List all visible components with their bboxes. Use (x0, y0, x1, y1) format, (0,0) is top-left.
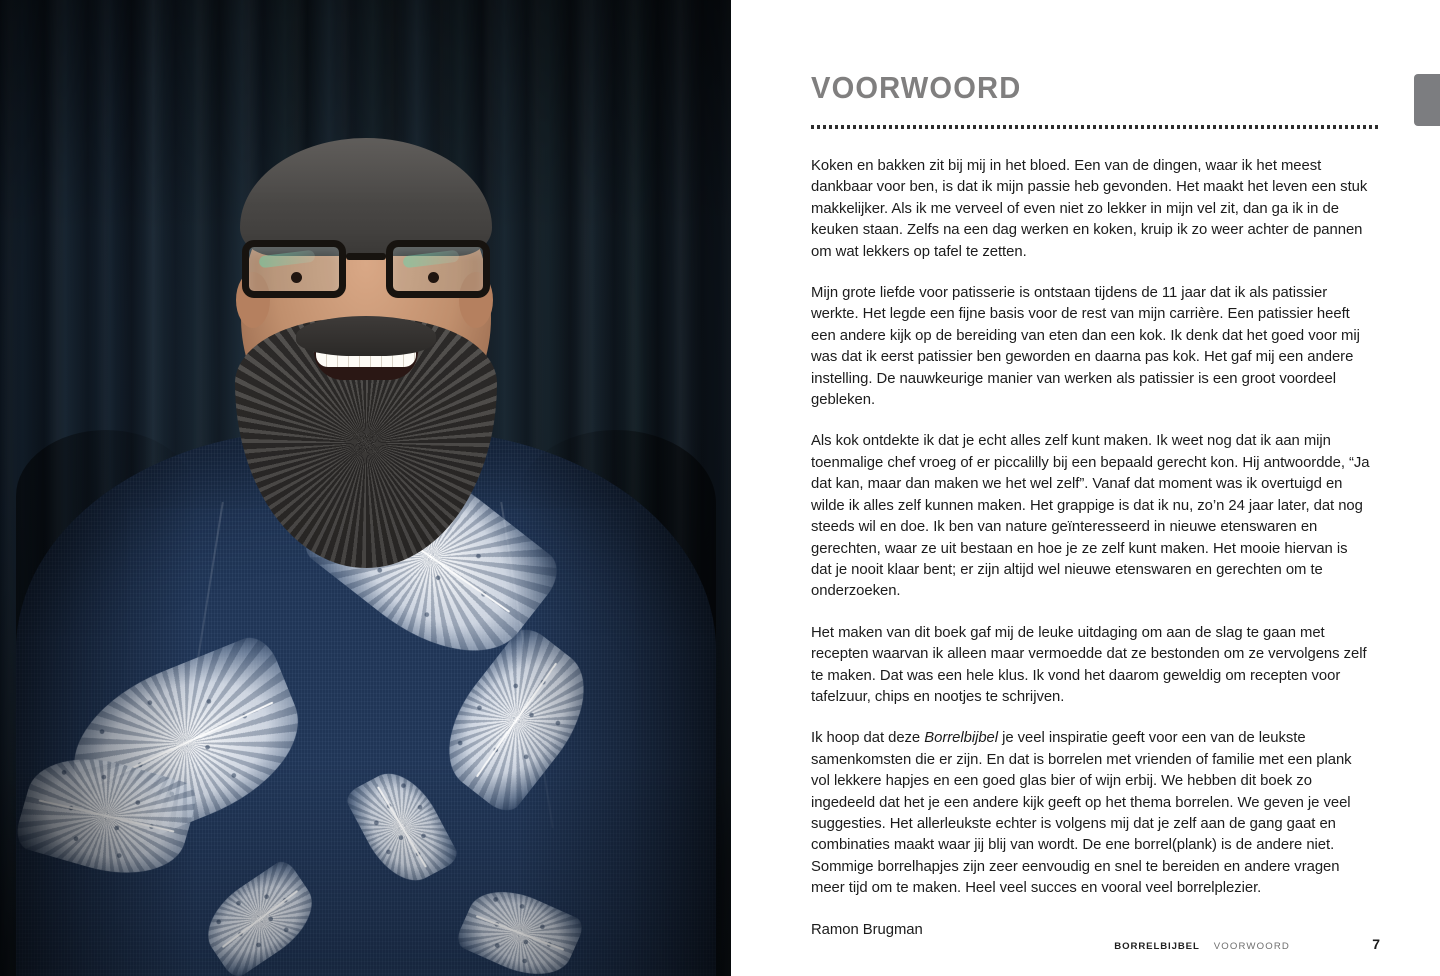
text-after-title: je veel inspiratie geeft voor een van de leukste samenkomsten die er zijn. En dat is borrelen met vrienden of familie met een plank vol lekkere hapjes en een goed glas bier of wijn erbij. We hebben dit boek zo ingedeeld dat het je een andere kijk geeft op het thema borrelen. We geven je veel suggesties. Het allerleukste echter is volgens mij dat je zelf aan de gang gaat en combinaties maakt waar jij blij van wordt. De ene borrel(plank) is de andere niet. Sommige borrelhapjes zijn zeer eenvoudig en snel te bereiden en andere vragen meer tijd om te maken. Heel veel succes en vooral veel borrelplezier. (811, 729, 1352, 897)
glasses-bridge (346, 253, 386, 260)
eye-left (291, 272, 302, 283)
torso-shadow-left (16, 430, 196, 976)
footer-section-name: VOORWOORD (1213, 941, 1290, 952)
eyeglasses (242, 240, 490, 300)
scrollbar-thumb[interactable] (1414, 74, 1440, 126)
book-title-italic: Borrelbijbel (924, 729, 999, 747)
lens-reflection-right (402, 250, 459, 269)
mustache (296, 316, 436, 356)
text-before-title: Ik hoop dat deze (811, 729, 925, 747)
eye-right (428, 272, 439, 283)
lens-left (242, 240, 346, 298)
author-signature: Ramon Brugman (811, 920, 923, 938)
paragraph: Als kok ontdekte ik dat je echt alles zelf kunt maken. Ik weet nog dat ik aan mijn toenmalige chef vroeg of er piccalilly bij een bepaald gerecht kon. Hij antwoordde, “Ja dat kan, maar dan maken we het wel zelf”. Vanaf dat moment was ik overtuigd en wilde ik alles zelf kunnen maken. Het grappige is dat ik nu, zo’n 24 jaar later, dat nog steeds wil en doe. Ik ben van nature geïnteresseerd in nieuwe etenswaren en gerechten, waar ze uit bestaan en hoe je ze zelf kunt maken. Het mooie hiervan is dat je nooit klaar bent; er zijn altijd wel nieuwe etenswaren en gerechten om te onderzoeken. (811, 432, 1370, 600)
footer-book-title: BORRELBIJBEL (1114, 941, 1200, 952)
page-number: 7 (1372, 936, 1380, 952)
paragraph: Het maken van dit boek gaf mij de leuke uitdaging om aan de slag te gaan met recepten waarvan ik alleen maar vermoedde dat ze bestonden om ze vervolgens zelf te maken. Dat was een hele klus. Ik vond het daarom geweldig om recepten voor tafelzuur, chips en nootjes te schrijven. (811, 623, 1367, 705)
lens-reflection-left (258, 250, 315, 269)
page-title: VOORWOORD (811, 70, 1022, 105)
dotted-divider (811, 125, 1379, 129)
torso-shadow-right (516, 430, 716, 976)
paragraph-with-book-title (811, 727, 1370, 898)
page-footer (811, 936, 1380, 952)
foreword-text-page (731, 0, 1440, 976)
scrollbar-track[interactable] (1414, 0, 1440, 976)
lens-right (386, 240, 490, 298)
paragraph: Mijn grote liefde voor patisserie is ontstaan tijdens de 11 jaar dat ik als patissier werkte. Het legde een fijne basis voor de rest van mijn carrière. Een patissier heeft een andere kijk op de bereiding van eten dan een kok. Ik denk dat het goed voor mij was dat ik eerst patissier ben geworden en daarna pas kok. Het gaf mij een andere instelling. De nauwkeurige manier van werken als patissier is een groot voordeel gebleken. (811, 284, 1360, 409)
foreword-body (811, 155, 1379, 940)
hair (240, 138, 492, 256)
paragraph: Koken en bakken zit bij mij in het bloed. Een van de dingen, waar ik het meest dankbaar voor ben, is dat ik mijn passie heb gevonden. Het maakt het leven een stuk makkelijker. Als ik me verveel of even niet zo lekker in mijn vel zit, dan ga ik in de keuken staan. Zelfs na een dag werken en koken, kruip ik zo weer achter de pannen om wat lekkers op tafel te zetten. (811, 157, 1368, 260)
